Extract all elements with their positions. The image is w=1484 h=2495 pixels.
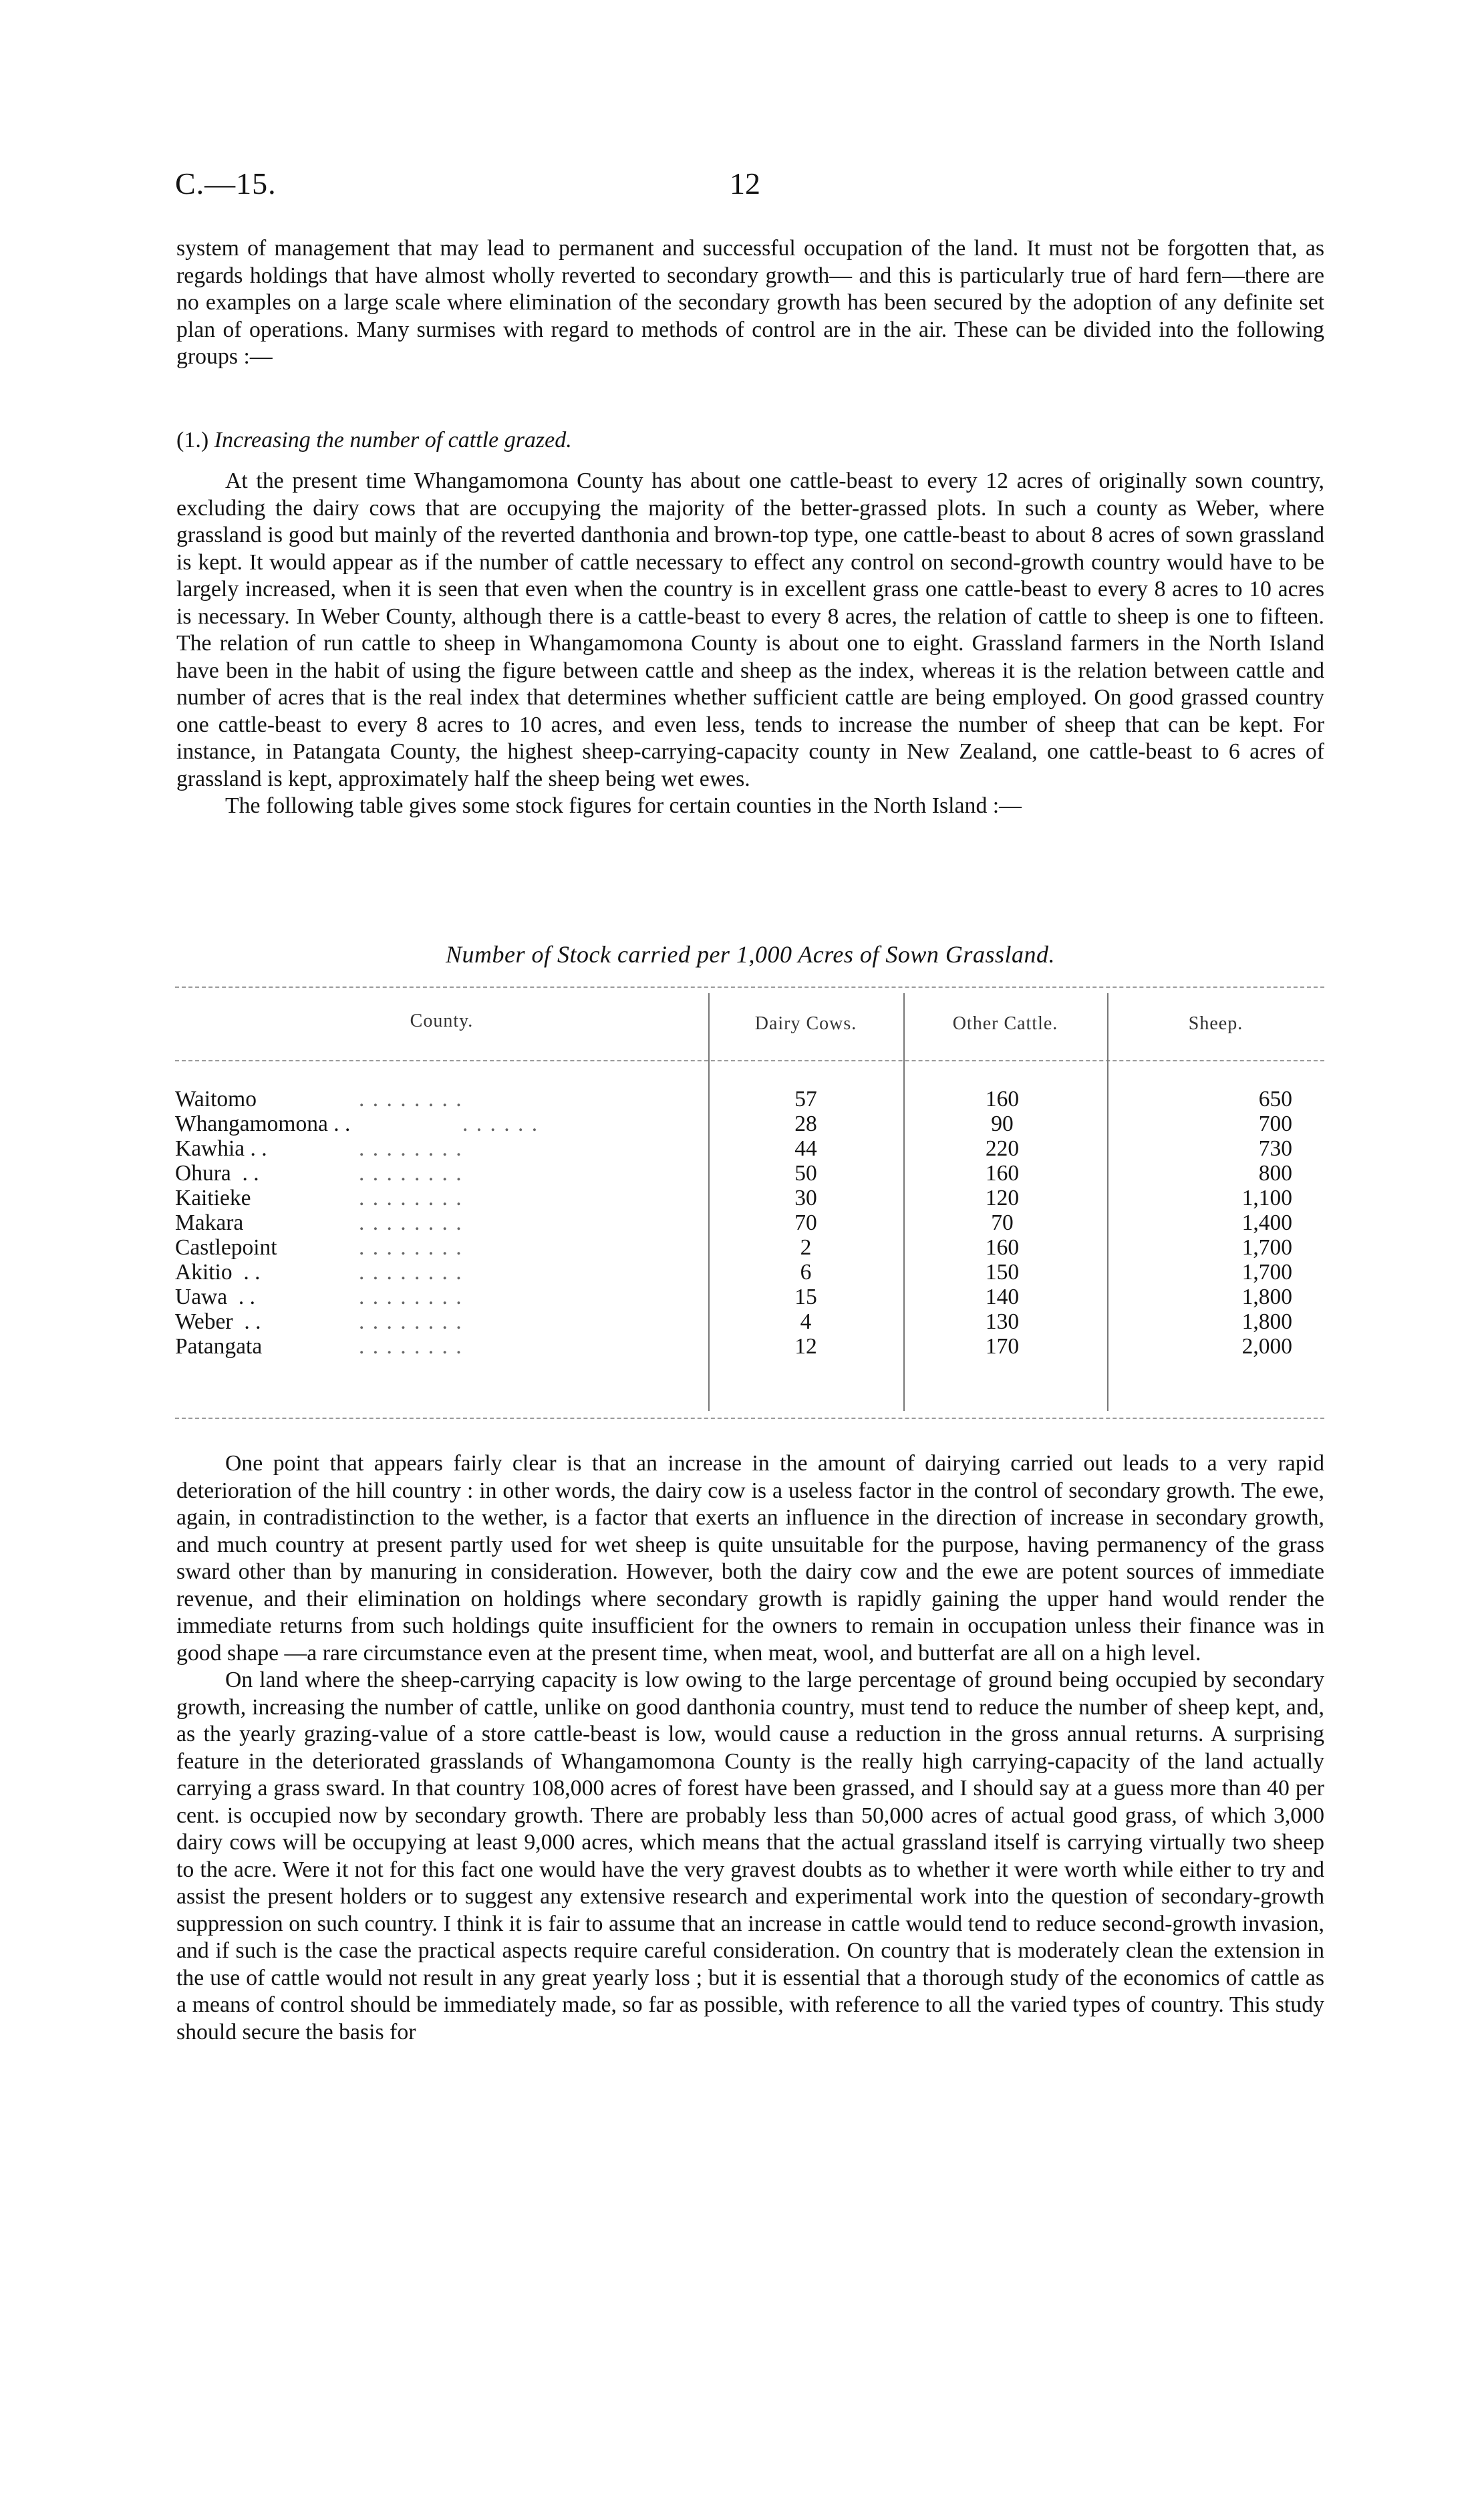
table-row xyxy=(175,1136,1324,1160)
other-cattle-value: 160 xyxy=(985,1087,1020,1111)
sheep-value: 1,700 xyxy=(1241,1260,1292,1285)
table-top-rule xyxy=(175,987,1324,988)
sheep-value: 730 xyxy=(1258,1136,1292,1161)
leader-dots: . . . . . . . . xyxy=(359,1334,463,1359)
leader-dots: . . . . . . . . xyxy=(359,1136,463,1161)
section-title: Increasing the number of cattle grazed. xyxy=(214,428,572,452)
stock-table xyxy=(175,987,1324,1428)
column-header-other-cattle: Other Cattle. xyxy=(952,1013,1058,1034)
sheep-value: 800 xyxy=(1258,1161,1292,1186)
other-cattle-value: 160 xyxy=(985,1235,1020,1260)
other-cattle-value: 220 xyxy=(985,1136,1020,1161)
county-name: Uawa . . xyxy=(175,1285,255,1309)
sheep-value: 700 xyxy=(1258,1111,1292,1136)
county-name: Castlepoint xyxy=(175,1235,277,1260)
intro-paragraph-block xyxy=(176,235,1324,371)
dairy-cows-value: 30 xyxy=(794,1186,817,1210)
page-header xyxy=(175,166,1326,213)
table-row xyxy=(175,1210,1324,1234)
leader-dots: . . . . . . . . xyxy=(359,1186,463,1210)
dairy-cows-value: 4 xyxy=(800,1309,812,1334)
closing-paragraph: On land where the sheep-carrying capacity is low owing to the large percentage of ground being occupied by secondary growth, increasing the number of cattle, unlike on good danthonia country, must tend to reduce the number of sheep kept, and, as the yearly grazing-value of a store cattle-beast is low, would cause a reduction in the gross annual returns. A surprising feature in the deteriorated grasslands of Whangamomona County is the really high carrying-capacity of the land actually carrying a grass sward. In that country 108,000 acres of forest have been grassed, and I should say at a guess more than 40 per cent. is occupied now by secondary growth. There are probably less than 50,000 acres of actual good grass, of which 3,000 dairy cows will be occupying at least 9,000 acres, which means that the actual grassland itself is carrying virtually two sheep to the acre. Were it not for this fact one would have the very gravest doubts as to whether it were worth while either to try and assist the present holders or to suggest any extensive research and experimental work into the question of secondary-growth suppression on such country. I think it is fair to assume that an increase in cattle would tend to reduce second-growth invasion, and if such is the case the practical aspects require careful consideration. On country that is moderately clean the extension in the use of cattle would not result in any great yearly loss ; but it is essential that a thorough study of the economics of cattle as a means of control should be immediately made, so far as possible, with reference to all the varied types of country. This study should secure the basis for xyxy=(176,1668,1324,2045)
table-row xyxy=(175,1186,1324,1210)
table-bottom-rule xyxy=(175,1418,1324,1419)
section-number: (1.) xyxy=(176,428,209,452)
other-cattle-value: 70 xyxy=(991,1210,1014,1235)
other-cattle-value: 130 xyxy=(985,1309,1020,1334)
dairy-cows-value: 44 xyxy=(794,1136,817,1161)
sheep-value: 1,400 xyxy=(1241,1210,1292,1235)
sheep-value: 1,800 xyxy=(1241,1309,1292,1334)
dairy-cows-value: 12 xyxy=(794,1334,817,1359)
dairy-cows-value: 57 xyxy=(794,1087,817,1111)
report-code: C.—15. xyxy=(175,166,277,201)
table-row xyxy=(175,1111,1324,1136)
column-header-sheep: Sheep. xyxy=(1188,1013,1243,1034)
page-number: 12 xyxy=(730,166,760,201)
other-cattle-value: 160 xyxy=(985,1161,1020,1186)
dairy-cows-value: 2 xyxy=(800,1235,812,1260)
leader-dots: . . . . . . . . xyxy=(359,1087,463,1111)
leader-dots: . . . . . . . . xyxy=(359,1260,463,1285)
table-row xyxy=(175,1260,1324,1284)
sheep-value: 1,700 xyxy=(1241,1235,1292,1260)
column-header-county: County. xyxy=(410,1011,474,1031)
sheep-value: 1,800 xyxy=(1241,1285,1292,1309)
dairy-cows-value: 6 xyxy=(800,1260,812,1285)
dairy-cows-value: 28 xyxy=(794,1111,817,1136)
table-caption: Number of Stock carried per 1,000 Acres of Sown Grassland. xyxy=(446,941,1055,968)
table-row xyxy=(175,1087,1324,1111)
county-name: Ohura . . xyxy=(175,1161,259,1186)
county-name: Kawhia . . xyxy=(175,1136,267,1161)
county-name: Waitomo xyxy=(175,1087,257,1111)
other-cattle-value: 170 xyxy=(985,1334,1020,1359)
intro-paragraph: system of management that may lead to permanent and successful occupation of the land. It must not be forgotten that, as regards holdings that have almost wholly reverted to secondary growth— and this is particularly true of hard fern—there are no examples on a large scale where elimination of the secondary growth has been secured by the adoption of any definite set plan of operations. Many surmises with regard to methods of control are in the air. These can be divided into the following groups :— xyxy=(176,236,1324,369)
leader-dots: . . . . . . . . xyxy=(359,1235,463,1260)
county-name: Kaitieke xyxy=(175,1186,251,1210)
column-header-dairy-cows: Dairy Cows. xyxy=(754,1013,857,1034)
leader-dots: . . . . . . . . xyxy=(359,1309,463,1334)
section-paragraph: At the present time Whangamomona County has about one cattle-beast to every 12 acres of originally sown country, excluding the dairy cows that are occupying the majority of the better-grassed plots. In such a county as Weber, where grassland is good but mainly of the reverted danthonia and brown-top type, one cattle-beast to about 8 acres of sown grassland is kept. It would appear as if the number of cattle necessary to effect any control on second-growth country would have to be largely increased, when it is seen that even when the country is in excellent grass one cattle-beast to every 8 acres to 10 acres is necessary. In Weber County, although there is a cattle-beast to every 8 acres, the relation of cattle to sheep is one to fifteen. The relation of run cattle to sheep in Whangamomona County is about one to eight. Grassland farmers in the North Island have been in the habit of using the figure between cattle and sheep as the index, whereas it is the relation between cattle and number of acres that is the real index that determines whether sufficient cattle are being employed. On good grassed country one cattle-beast to every 8 acres to 10 acres, and even less, tends to increase the number of sheep that can be kept. For instance, in Patangata County, the highest sheep-carrying-capacity county in New Zealand, one cattle-beast to 6 acres of grassland is kept, approximately half the sheep being wet ewes. xyxy=(176,469,1324,791)
section-paragraph: The following table gives some stock figures for certain counties in the North Island :— xyxy=(225,793,1022,818)
table-row xyxy=(175,1161,1324,1185)
table-header-rule xyxy=(175,1060,1324,1061)
table-row xyxy=(175,1334,1324,1358)
section-heading xyxy=(176,428,572,453)
dairy-cows-value: 15 xyxy=(794,1285,817,1309)
county-name: Akitio . . xyxy=(175,1260,261,1285)
dairy-cows-value: 70 xyxy=(794,1210,817,1235)
leader-dots: . . . . . . . . xyxy=(359,1161,463,1186)
closing-paragraph: One point that appears fairly clear is that an increase in the amount of dairying carried out leads to a very rapid deterioration of the hill country : in other words, the dairy cow is a useless factor in the control of secondary growth. The ewe, again, in contradistinction to the wether, is a factor that exerts an influence in the direction of increase in secondary growth, and much country at present partly used for wet sheep is quite unsuitable for the purpose, having permanency of the grass sward other than by manuring in consideration. However, both the dairy cow and the ewe are potent sources of immediate revenue, and their elimination on holdings where secondary growth is rapidly gaining the upper hand would render the immediate returns from such holdings quite insufficient for the owners to remain in occupation unless their finance was in good shape —a rare circumstance even at the present time, when meat, wool, and butterfat are all on a high level. xyxy=(176,1451,1324,1666)
table-row xyxy=(175,1309,1324,1333)
other-cattle-value: 140 xyxy=(985,1285,1020,1309)
table-row xyxy=(175,1235,1324,1259)
leader-dots: . . . . . . . . xyxy=(359,1285,463,1309)
sheep-value: 650 xyxy=(1258,1087,1292,1111)
other-cattle-value: 90 xyxy=(991,1111,1014,1136)
dairy-cows-value: 50 xyxy=(794,1161,817,1186)
county-name: Weber . . xyxy=(175,1309,261,1334)
closing-body xyxy=(176,1450,1324,2046)
county-name: Patangata xyxy=(175,1334,263,1359)
sheep-value: 2,000 xyxy=(1241,1334,1292,1359)
county-name: Whangamomona . . xyxy=(175,1111,351,1136)
other-cattle-value: 150 xyxy=(985,1260,1020,1285)
leader-dots: . . . . . . . . xyxy=(359,1210,463,1235)
sheep-value: 1,100 xyxy=(1241,1186,1292,1210)
county-name: Makara xyxy=(175,1210,244,1235)
other-cattle-value: 120 xyxy=(985,1186,1020,1210)
leader-dots: . . . . . . xyxy=(462,1111,539,1136)
table-row xyxy=(175,1285,1324,1309)
section-body xyxy=(176,468,1324,820)
